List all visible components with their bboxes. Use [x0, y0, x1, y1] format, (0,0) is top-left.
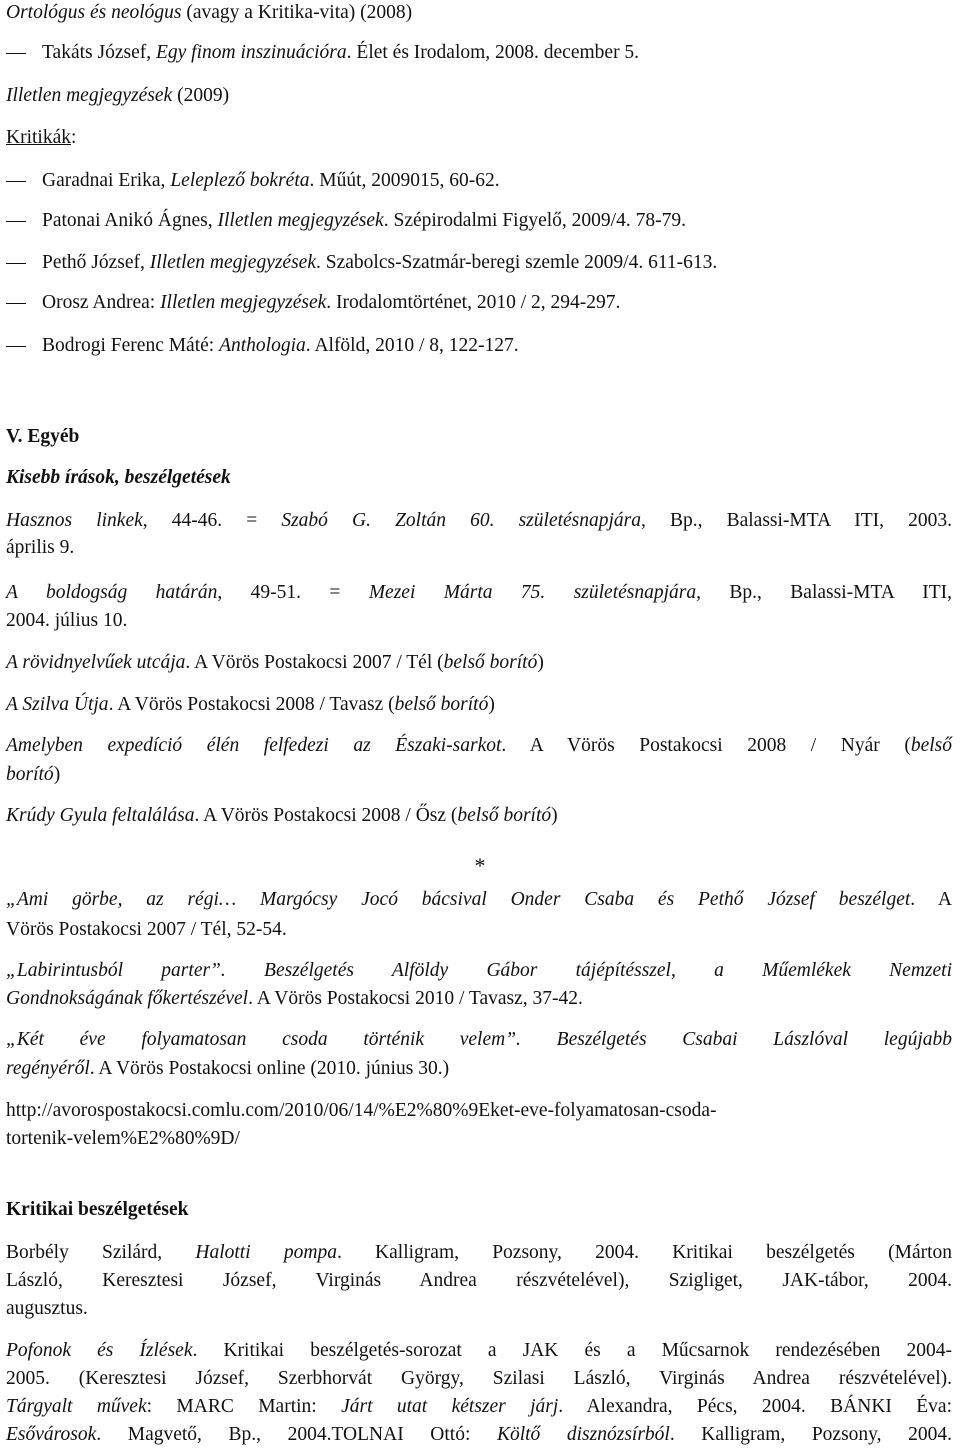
document-page: Ortológus és neológus (avagy a Kritika-vita) (2008) Takáts József, Egy finom inszinuációra. Élet és Irodalom, 2008. december 5. Illetlen megjegyzések (2009) Kritikák: Garadnai Erika, Leleplező bokréta. Műút, 2009015, 60-62. Patonai Anikó Ágnes, Illetlen megjegyzések. Szépirodalmi Figyelő, 2009/4. 78-79. Pethő József, Illetlen megjegyzések. Szabolcs-Szatmár-beregi szemle 2009/4. 611-613. Orosz Andrea: Illetlen megjegyzések. Irodalomtörténet, 2010 / 2, 294-297. Bodrogi Ferenc Máté: Anthologia. Alföld, 2010 / 8, 122-127. V. Egyéb Kisebb írások, beszélgetések Hasznos linkek, 44-46. = Szabó G. Zoltán 60. születésnapjára, Bp., Balassi-MTA ITI, 2003. április 9. A boldogság határán, 49-51. = Mezei Márta 75. születésnapjára, Bp., Balassi-MTA ITI, 2004. július 10. A rövidnyelvűek utcája. A Vörös Postakocsi 2007 / Tél (belső borító) A Szilva Útja. A Vörös Postakocsi 2008 / Tavasz (belső borító) Amelyben expedíció élén felfedezi az Északi-sarkot. A Vörös Postakocsi 2008 / Nyár (belső borító) Krúdy Gyula feltalálása. A Vörös Postakocsi 2008 / Ősz (belső borító) * „Ami görbe, az régi… Margócsy Jocó bácsival Onder Csaba és Pethő József beszélget. A Vörös Postakocsi 2007 / Tél, 52-54. „Labirintusból parter”. Beszélgetés Alföldy Gábor tájépítésszel, a Műemlékek Nemzeti Gondnokságának főkertészével. A Vörös Postakocsi 2010 / Tavasz, 37-42. „Két éve folyamatosan csoda történik velem”. Beszélgetés Csabai Lászlóval legújabb regényéről. A Vörös Postakocsi online (2010. június 30.) http://avorospostakocsi.comlu.com/2010/06/14/%E2%80%9Eket-eve-folyamatosan-csoda- tortenik-velem%E2%80%9D/ Kritikai beszélgetések Borbély Szilárd, Halotti pompa. Kalligram, Pozsony, 2004. Kritikai beszélgetés (Márton László, Keresztesi József, Virginás Andrea részvételével), Szigliget, JAK-tábor, 2004. augusztus. Pofonok és Ízlések. Kritikai beszélgetés-sorozat a JAK és a Műcsarnok rendezésében 2004- 2005. (Keresztesi József, Szerbhorvát György, Szilasi László, Virginás Andrea részvételével). Tárgyalt művek: MARC Martin: Járt utat kétszer járj. Alexandra, Pécs, 2004. BÁNKI Éva: Esővárosok. Magvető, Bp., 2004.TOLNAI Ottó: Költő disznózsírból. Kalligram, Pozsony, 2004.	[0, 0, 960, 1456]
subheading-kritikak: Kritikák:	[6, 127, 77, 148]
dash-bullet-icon	[6, 303, 26, 304]
entry-line: Hasznos linkek, 44-46. = Szabó G. Zoltán 60. születésnapjára, Bp., Balassi-MTA ITI, 2003.	[6, 510, 952, 531]
dash-bullet-icon	[6, 221, 26, 222]
interview-line: Vörös Postakocsi 2007 / Tél, 52-54.	[6, 919, 287, 940]
url-line[interactable]: tortenik-velem%E2%80%9D/	[6, 1128, 240, 1149]
paragraph-line: László, Keresztesi József, Virginás Andrea részvételével), Szigliget, JAK-tábor, 2004.	[6, 1270, 952, 1291]
interview-line: „Két éve folyamatosan csoda történik velem”. Beszélgetés Csabai Lászlóval legújabb	[6, 1029, 952, 1050]
entry-line: A rövidnyelvűek utcája. A Vörös Postakocsi 2007 / Tél (belső borító)	[6, 652, 544, 673]
dash-bullet-icon	[6, 346, 26, 347]
interview-line: „Ami görbe, az régi… Margócsy Jocó bácsival Onder Csaba és Pethő József beszélget. A	[6, 889, 952, 910]
section-heading-ortologus	[6, 0, 952, 26]
url-line[interactable]: http://avorospostakocsi.comlu.com/2010/06/14/%E2%80%9Eket-eve-folyamatosan-csoda-	[6, 1100, 717, 1121]
dash-bullet-icon	[6, 53, 26, 54]
entry-line: A boldogság határán, 49-51. = Mezei Márta 75. születésnapjára, Bp., Balassi-MTA ITI,	[6, 582, 952, 603]
paragraph-line: Borbély Szilárd, Halotti pompa. Kalligram, Pozsony, 2004. Kritikai beszélgetés (Márton	[6, 1242, 953, 1263]
entry-line: Krúdy Gyula feltalálása. A Vörös Postakocsi 2008 / Ősz (belső borító)	[6, 805, 558, 826]
entry-line: április 9.	[6, 537, 75, 558]
paragraph-line: 2005. (Keresztesi József, Szerbhorvát György, Szilasi László, Virginás Andrea részvételével).	[6, 1368, 952, 1389]
entry-line: 2004. július 10.	[6, 610, 128, 631]
interview-line: Gondnokságának főkertészével. A Vörös Postakocsi 2010 / Tavasz, 37-42.	[6, 988, 583, 1009]
interview-line: „Labirintusból parter”. Beszélgetés Alföldy Gábor tájépítésszel, a Műemlékek Nemzeti	[6, 960, 952, 981]
entry-line: borító)	[6, 764, 61, 785]
paragraph-line: augusztus.	[6, 1298, 88, 1319]
heading-year: (avagy a Kritika-vita) (2008)	[181, 2, 413, 23]
paragraph-line: Esővárosok. Magvető, Bp., 2004.TOLNAI Ottó: Költő disznózsírból. Kalligram, Pozsony, 2004.	[6, 1424, 952, 1445]
work-title: Illetlen megjegyzések	[6, 85, 173, 106]
subheading-kisebb-irasok: Kisebb írások, beszélgetések	[6, 467, 231, 488]
work-title: Ortológus és neológus	[6, 2, 182, 23]
heading-year: (2009)	[172, 85, 230, 106]
entry-line: A Szilva Útja. A Vörös Postakocsi 2008 / Tavasz (belső borító)	[6, 694, 495, 715]
section-heading-kritikai-beszelgetesek: Kritikai beszélgetések	[6, 1199, 189, 1220]
entry-line: Amelyben expedíció élén felfedezi az Északi-sarkot. A Vörös Postakocsi 2008 / Nyár (belső	[6, 735, 952, 756]
asterisk-divider: *	[474, 853, 486, 878]
section-heading-egyeb: V. Egyéb	[6, 426, 80, 447]
section-heading-illetlen	[6, 83, 952, 109]
interview-line: regényéről. A Vörös Postakocsi online (2010. június 30.)	[6, 1058, 450, 1079]
dash-bullet-icon	[6, 263, 26, 264]
paragraph-line: Pofonok és Ízlések. Kritikai beszélgetés-sorozat a JAK és a Műcsarnok rendezésében 2004-	[6, 1340, 952, 1361]
paragraph-line: Tárgyalt művek: MARC Martin: Járt utat kétszer járj. Alexandra, Pécs, 2004. BÁNKI Éva:	[6, 1396, 953, 1417]
dash-bullet-icon	[6, 181, 26, 182]
